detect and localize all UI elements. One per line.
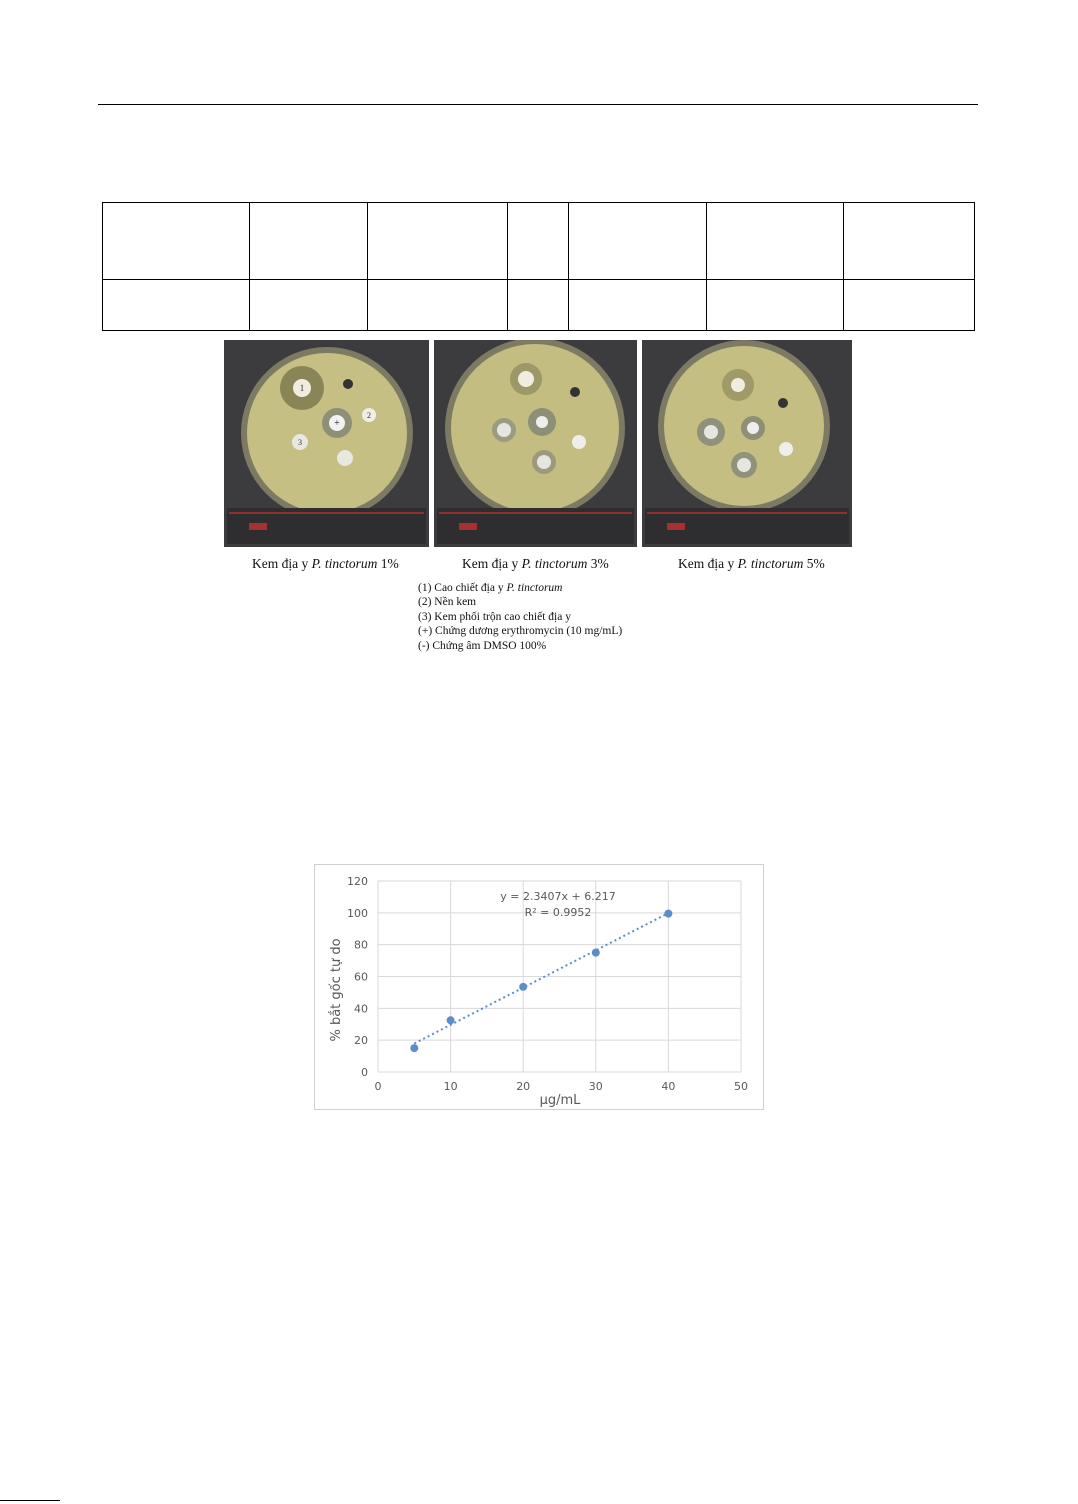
- petri-dish-photo-5pct: [642, 340, 852, 547]
- table-cell: [568, 280, 706, 331]
- x-tick-label: 50: [734, 1080, 748, 1093]
- data-point: [410, 1044, 418, 1052]
- petri-dish-photo-3pct: [434, 340, 637, 547]
- header-rule: [98, 104, 978, 105]
- legend-item: (-) Chứng âm DMSO 100%: [418, 639, 547, 652]
- well-label: 1: [299, 383, 305, 393]
- page-edge-mark: [0, 1500, 60, 1501]
- table-cell: [103, 203, 250, 280]
- chart-svg: [315, 865, 763, 1109]
- table-cell: [843, 280, 974, 331]
- table-cell: [250, 280, 368, 331]
- y-tick-label: 40: [354, 1002, 368, 1016]
- trendline: [414, 913, 668, 1043]
- table-cell: [103, 280, 250, 331]
- legend-item: (1) Cao chiết địa y P. tinctorum: [418, 582, 563, 594]
- y-tick-label: 120: [347, 875, 368, 888]
- x-tick-label: 40: [661, 1080, 676, 1093]
- table-cell: [706, 203, 843, 280]
- plate-caption-2: Kem địa y P. tinctorum 3%: [462, 556, 609, 571]
- table-row: [103, 203, 975, 280]
- legend-item: (2) Nền kem: [418, 596, 477, 609]
- x-axis-label: µg/mL: [539, 1093, 581, 1108]
- results-table: [102, 202, 975, 331]
- well-label: 3: [298, 438, 302, 447]
- scavenging-chart: [314, 864, 764, 1110]
- petri-dish-figure: [224, 340, 854, 550]
- trendline-equation: y = 2.3407x + 6.217: [500, 890, 616, 903]
- table-cell: [706, 280, 843, 331]
- y-tick-label: 80: [354, 938, 368, 952]
- plate-caption-3: Kem địa y P. tinctorum 5%: [678, 556, 825, 571]
- legend-item: (+) Chứng dương erythromycin (10 mg/mL): [418, 625, 623, 638]
- plate-caption-1: Kem địa y P. tinctorum 1%: [252, 556, 399, 571]
- x-tick-label: 0: [374, 1080, 382, 1093]
- petri-dish-photo-1pct: [224, 340, 429, 547]
- table-cell: [250, 203, 368, 280]
- r-squared-label: R² = 0.9952: [524, 906, 592, 919]
- data-point: [664, 910, 672, 918]
- y-tick-label: 20: [354, 1034, 368, 1048]
- data-point: [447, 1016, 455, 1024]
- y-tick-label: 0: [361, 1066, 368, 1079]
- data-point: [519, 983, 527, 991]
- y-axis-label: % bắt gốc tự do: [329, 938, 344, 1042]
- well-label: +: [334, 418, 340, 429]
- legend-item: (3) Kem phối trộn cao chiết địa y: [418, 610, 571, 623]
- table-cell: [368, 203, 508, 280]
- table-cell: [568, 203, 706, 280]
- data-point: [592, 949, 600, 957]
- table-cell: [508, 203, 568, 280]
- table-cell: [843, 203, 974, 280]
- plate-legend: [418, 581, 622, 653]
- y-tick-label: 100: [347, 906, 368, 920]
- well-label: 2: [367, 411, 371, 420]
- x-tick-label: 30: [588, 1080, 603, 1093]
- x-tick-label: 10: [443, 1080, 458, 1093]
- x-tick-label: 20: [516, 1080, 531, 1093]
- table-cell: [368, 280, 508, 331]
- table-row: [103, 280, 975, 331]
- table-cell: [508, 280, 568, 331]
- y-tick-label: 60: [354, 970, 368, 984]
